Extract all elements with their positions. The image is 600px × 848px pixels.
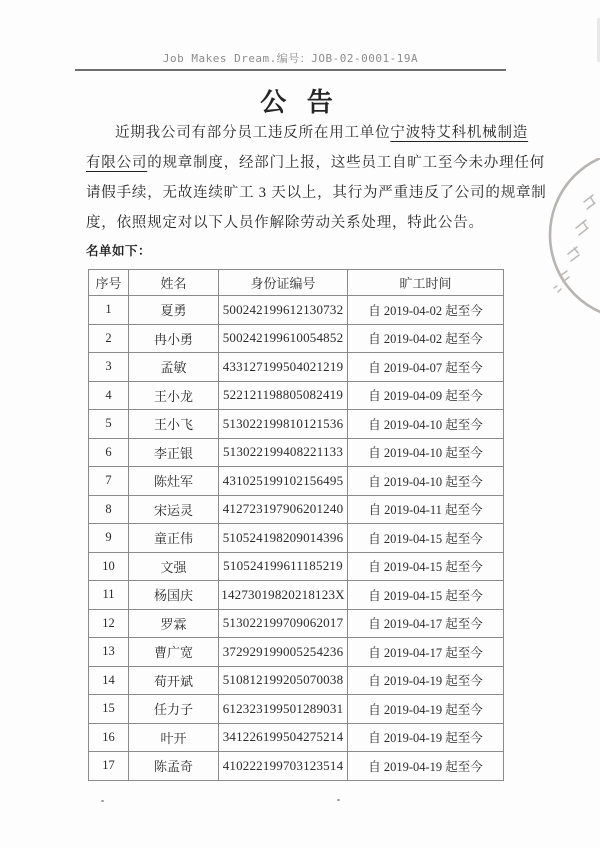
header-divider: [75, 69, 506, 71]
id-number: 513022199408221133: [219, 438, 348, 467]
partial-seal-stamp: [540, 158, 600, 318]
table-row: [89, 495, 504, 524]
id-number: 500242199610054852: [219, 324, 348, 353]
row-number: 13: [89, 638, 129, 667]
absence-period: 自 2019-04-17 起至今: [348, 609, 504, 638]
absence-period: 自 2019-04-10 起至今: [348, 410, 504, 439]
id-number: 431025199102156495: [219, 467, 348, 496]
absence-period: 自 2019-04-10 起至今: [348, 438, 504, 467]
row-number: 5: [89, 410, 129, 439]
absence-period: 自 2019-04-19 起至今: [348, 695, 504, 724]
employee-name: 孟敏: [129, 353, 219, 382]
employee-name: 荀开斌: [129, 666, 219, 695]
column-header: 序号: [89, 270, 129, 296]
company-name-underlined: 宁波特艾科机械制造: [390, 125, 529, 141]
employee-name: 罗霖: [129, 609, 219, 638]
table-row: [89, 638, 504, 667]
absence-period: 自 2019-04-10 起至今: [348, 467, 504, 496]
absence-period: 自 2019-04-17 起至今: [348, 638, 504, 667]
table-body: [89, 296, 504, 781]
employee-name: 任力子: [129, 695, 219, 724]
body-line: [86, 208, 548, 238]
scan-speck: [337, 799, 340, 801]
body-line: [86, 118, 548, 148]
list-label: 名单如下：: [86, 244, 152, 258]
table-header-row: [89, 270, 504, 296]
table-row: [89, 410, 504, 439]
table-row: [89, 609, 504, 638]
employee-name: 王小飞: [129, 410, 219, 439]
text-segment: 的规章制度，经部门上报，这些员工自旷工至今未办理任何: [147, 155, 546, 171]
table-row: [89, 296, 504, 325]
row-number: 1: [89, 296, 129, 325]
employee-name: 曹广宽: [129, 638, 219, 667]
employee-name: 陈孟奇: [129, 752, 219, 781]
row-number: 7: [89, 467, 129, 496]
id-number: 513022199810121536: [219, 410, 348, 439]
document-ref-header: Job Makes Dream.编号：JOB-02-0001-19A: [162, 52, 419, 65]
id-number: 410222199703123514: [219, 752, 348, 781]
table-row: [89, 723, 504, 752]
id-number: 513022199709062017: [219, 609, 348, 638]
row-number: 17: [89, 752, 129, 781]
table-row: [89, 581, 504, 610]
row-number: 10: [89, 552, 129, 581]
employee-name: 夏勇: [129, 296, 219, 325]
id-number: 510812199205070038: [219, 666, 348, 695]
absence-period: 自 2019-04-02 起至今: [348, 324, 504, 353]
id-number: 412723197906201240: [219, 495, 348, 524]
row-number: 14: [89, 666, 129, 695]
absence-period: 自 2019-04-19 起至今: [348, 723, 504, 752]
id-number: 510524199611185219: [219, 552, 348, 581]
id-number: 500242199612130732: [219, 296, 348, 325]
table-row: [89, 524, 504, 553]
id-number: 14273019820218123X: [219, 581, 348, 610]
employee-name: 宋运灵: [129, 495, 219, 524]
id-number: 510524198209014396: [219, 524, 348, 553]
employee-name: 叶开: [129, 723, 219, 752]
row-number: 16: [89, 723, 129, 752]
column-header: 旷工时间: [348, 270, 504, 296]
row-number: 8: [89, 495, 129, 524]
employee-name: 李正银: [129, 438, 219, 467]
id-number: 372929199005254236: [219, 638, 348, 667]
id-number: 522121198805082419: [219, 381, 348, 410]
row-number: 4: [89, 381, 129, 410]
row-number: 15: [89, 695, 129, 724]
notice-title: 公 告: [260, 88, 340, 117]
employee-name: 冉小勇: [129, 324, 219, 353]
table-row: [89, 695, 504, 724]
table-row: [89, 666, 504, 695]
absence-period: 自 2019-04-19 起至今: [348, 752, 504, 781]
row-number: 9: [89, 524, 129, 553]
employee-name: 童正伟: [129, 524, 219, 553]
absence-period: 自 2019-04-15 起至今: [348, 581, 504, 610]
absence-period: 自 2019-04-02 起至今: [348, 296, 504, 325]
employee-name: 文强: [129, 552, 219, 581]
row-number: 12: [89, 609, 129, 638]
notice-body: [86, 118, 548, 238]
text-segment: 请假手续，无故连续旷工 3 天以上，其行为严重违反了公司的规章制: [86, 185, 547, 201]
row-number: 6: [89, 438, 129, 467]
text-segment: 近期我公司有部分员工违反所在用工单位: [115, 125, 391, 141]
seal-faint-glyphs: [554, 195, 595, 292]
row-number: 3: [89, 353, 129, 382]
table-row: [89, 752, 504, 781]
employee-name: 陈灶军: [129, 467, 219, 496]
absence-period: 自 2019-04-11 起至今: [348, 495, 504, 524]
table-row: [89, 353, 504, 382]
company-name-underlined: 有限公司: [86, 155, 148, 171]
absence-period: 自 2019-04-15 起至今: [348, 524, 504, 553]
row-number: 11: [89, 581, 129, 610]
employee-name: 杨国庆: [129, 581, 219, 610]
employee-name: 王小龙: [129, 381, 219, 410]
column-header: 姓名: [129, 270, 219, 296]
text-segment: 度，依照规定对以下人员作解除劳动关系处理，特此公告。: [86, 215, 484, 231]
table-row: [89, 552, 504, 581]
body-line: [86, 178, 548, 208]
table-row: [89, 438, 504, 467]
scan-speck: [101, 800, 104, 802]
table-row: [89, 381, 504, 410]
id-number: 612323199501289031: [219, 695, 348, 724]
id-number: 341226199504275214: [219, 723, 348, 752]
column-header: 身份证编号: [219, 270, 348, 296]
absence-period: 自 2019-04-15 起至今: [348, 552, 504, 581]
absence-period: 自 2019-04-19 起至今: [348, 666, 504, 695]
absence-period: 自 2019-04-09 起至今: [348, 381, 504, 410]
id-number: 433127199504021219: [219, 353, 348, 382]
body-line: [86, 148, 548, 178]
absence-period: 自 2019-04-07 起至今: [348, 353, 504, 382]
table-row: [89, 467, 504, 496]
table-row: [89, 324, 504, 353]
row-number: 2: [89, 324, 129, 353]
absentee-table: [88, 269, 504, 781]
